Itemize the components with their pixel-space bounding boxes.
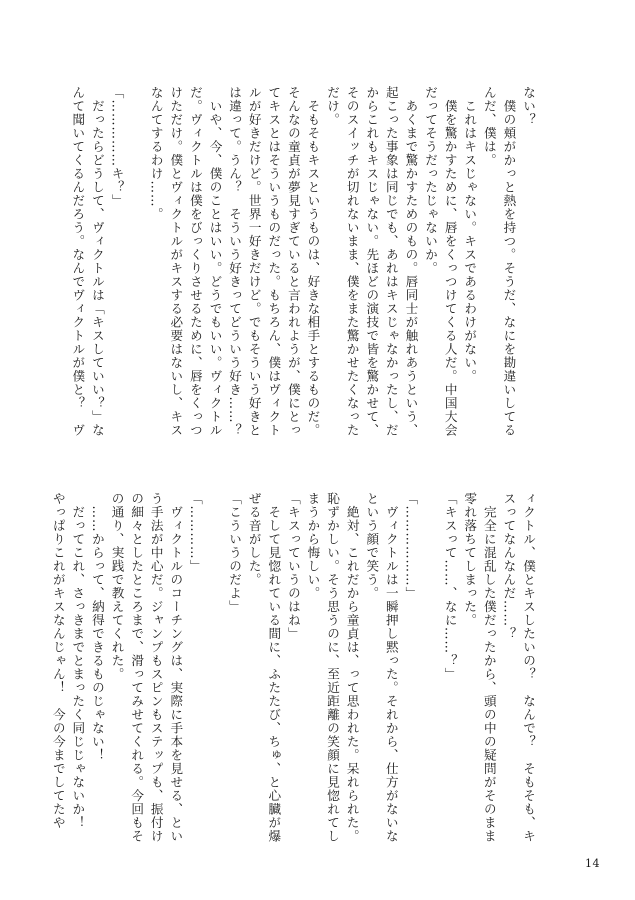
text-line: 完全に混乱した僕だったから、頭の中の疑問がそのまま (481, 492, 497, 843)
text-line: 零れ落ちてしまった。 (462, 492, 478, 627)
text-line: 起こった事象は同じでも、あれはキスじゃなかったし、だ (383, 86, 399, 437)
text-line: 僕の頬がかっと熱を持つ。そうだ、なにを勘違いしてる (501, 86, 517, 437)
text-line: だってそうだったじゃないか。 (423, 86, 439, 275)
text-line: 「…………」 (187, 492, 203, 573)
text-block-upper (70, 86, 538, 449)
text-line: 「キスっていうのはね」 (285, 492, 301, 641)
text-line: ヴィクトルのコーチングは、実際に手本を見せる、とい (168, 492, 184, 843)
text-line: う手法が中心だ。ジャンプもスピンもステップも、振付け (148, 492, 164, 843)
text-line: 「こういうのだよ」 (227, 492, 243, 614)
text-line: ルが好きだけど。世界一好きだけど。でもそういう好きと (246, 86, 262, 437)
text-line: そして見惚れている間に、ふたたび、ちゅ、と心臓が爆 (266, 492, 282, 843)
text-line: ぜる音がした。 (246, 492, 262, 587)
text-line: そんなの童貞が夢見すぎていると言われようが、僕にとっ (285, 86, 301, 437)
text-line: これはキスじゃない。キスであるわけがない。 (462, 86, 478, 383)
text-line: ヴィクトルは一瞬押し黙った。それから、仕方がないな (383, 492, 399, 843)
text-line: だ。ヴィクトルは僕をびっくりさせるために、唇をくっつ (187, 86, 203, 437)
text-line: そのスイッチが切れないまま、僕をまた驚かせたくなった (344, 86, 360, 437)
text-line: 「……………キ？」 (109, 86, 125, 208)
text-line: てキスとはそういうものだった。もちろん、僕はヴィクト (266, 86, 282, 437)
text-line: ……からって、納得できるものじゃない！ (89, 492, 105, 762)
text-line: やっぱりこれがキスなんじゃん！ 今の今までしてたや (50, 492, 66, 830)
text-line: んて聞いてくるんだろう。なんでヴィクトルが僕と？ ヴ (70, 86, 86, 437)
text-line: だけ。 (325, 86, 341, 127)
text-line: は違って。うん？ そういう好きってどういう好き……？ (227, 86, 243, 437)
text-line: なんてするわけ……。 (148, 86, 164, 221)
text-line: だったらどうして、ヴィクトルは「キスしていい？」な (89, 86, 105, 437)
text-line (205, 492, 225, 842)
text-line: まうから悔しい。 (305, 492, 321, 600)
text-line (420, 492, 440, 842)
text-block-lower (50, 492, 538, 843)
text-line: いや、今、僕のことはいい。どうでもいい。ヴィクトル (207, 86, 223, 437)
text-line: 恥ずかしい。そう思うのに、至近距離の笑顔に見惚れてし (325, 492, 341, 843)
text-line: ィクトル、僕とキスしたいの？ なんで？ そもそも、キ (521, 492, 536, 843)
text-line: そもそもキスというものは、好きな相手とするものだ。 (305, 86, 321, 437)
page-number: 14 (585, 857, 600, 870)
text-line: スってなんなんだ……？ (501, 492, 517, 641)
text-line (127, 86, 147, 449)
text-line: からこれもキスじゃない。先ほどの演技で皆を驚かせて、 (364, 86, 380, 437)
text-line: だってこれ、さっきまでとまったく同じじゃないか！ (70, 492, 86, 830)
text-line: という顔で笑う。 (364, 492, 380, 600)
text-line: あくまで驚かすためのもの。唇同士が触れあうという、 (403, 86, 419, 437)
text-line: 「キスって……、なに……？」 (442, 492, 458, 681)
text-line: の細々としたところまで、滑ってみせてくれる。今回もそ (129, 492, 145, 843)
text-line: 「………………」 (403, 492, 419, 600)
text-line: の通り、実践で教えてくれた。 (109, 492, 125, 681)
text-line: んだ、僕は。 (481, 86, 497, 167)
text-line: 絶対、これだから童貞は、って思われた。呆れられた。 (344, 492, 360, 843)
text-line: けただけ。僕とヴィクトルがキスする必要はないし、キス (168, 86, 184, 437)
text-line: ない？ (521, 86, 536, 127)
text-line: 僕を驚かすために、唇をくっつけてくる人だ。中国大会 (442, 86, 458, 437)
